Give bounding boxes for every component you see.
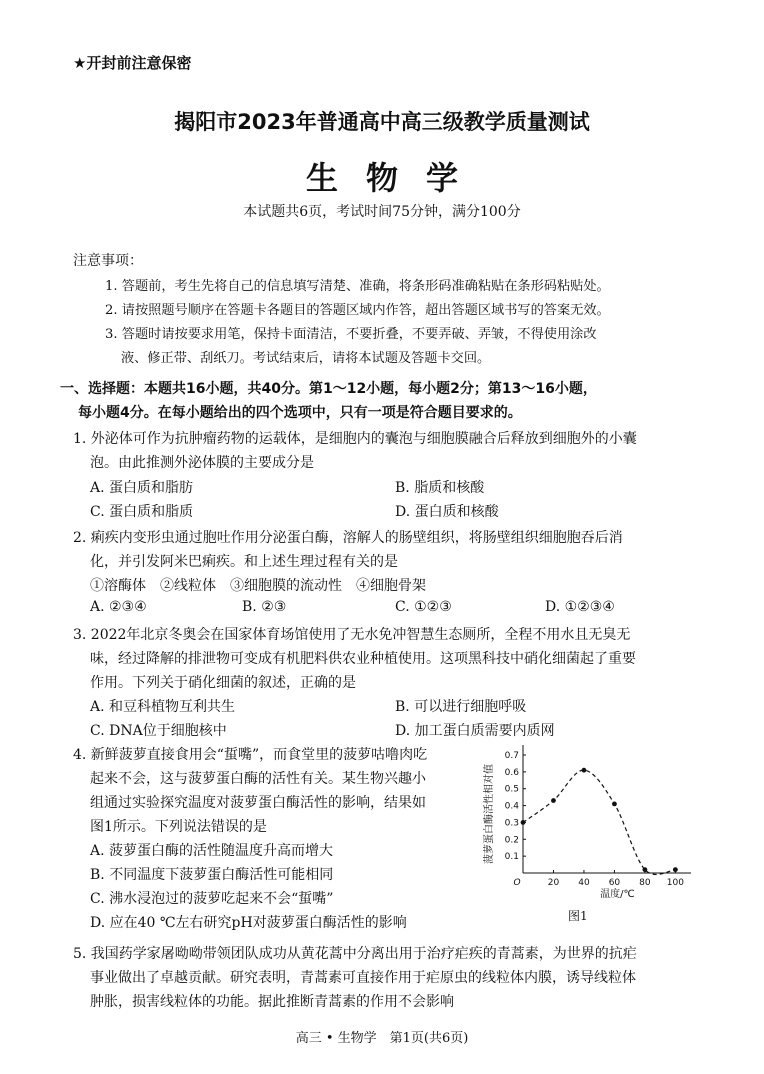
chart-series-line — [523, 770, 675, 874]
question-2-stem-cont: 化，并引发阿米巴痢疾。和上述生理过程有关的是 — [90, 554, 398, 570]
chart-data-point — [673, 867, 678, 872]
q2-option-d: D. ①②③④ — [545, 599, 615, 615]
chart-x-tick-label: 80 — [639, 878, 651, 888]
question-5-stem: 5. 我国药学家屠呦呦带领团队成功从黄花蒿中分离出用于治疗疟疾的青蒿素，为世界的抗疟 — [73, 946, 637, 962]
chart-x-tick-label: 20 — [547, 878, 560, 888]
chart-y-tick-label: 0.2 — [504, 835, 519, 846]
q2-option-b: B. ②③ — [242, 599, 287, 615]
note-1: 1. 答题前，考生先将自己的信息填写清楚、准确，将条形码准确粘贴在条形码粘贴处。 — [105, 279, 610, 294]
q2-option-a: A. ②③④ — [90, 599, 147, 615]
chart-y-axis-label: 菠萝蛋白酶活性相对值 — [484, 764, 495, 864]
q1-option-c: C. 蛋白质和脂质 — [90, 504, 194, 520]
exam-info: 本试题共6页，考试时间75分钟，满分100分 — [243, 204, 521, 220]
chart-y-tick-label: 0.7 — [504, 751, 519, 761]
chart-x-tick-label: 40 — [578, 878, 590, 888]
question-4-stem-cont-3: 图1所示。下列说法错误的是 — [90, 819, 267, 835]
q2-option-c: C. ①②③ — [395, 599, 452, 615]
question-4-stem-cont-2: 组通过实验探究温度对菠萝蛋白酶活性的影响，结果如 — [90, 795, 426, 811]
section-heading-cont: 每小题4分。在每小题给出的四个选项中，只有一项是符合题目要求的。 — [78, 405, 522, 421]
notes-title: 注意事项： — [73, 253, 143, 269]
figure-1-label: 图1 — [568, 909, 588, 923]
question-4-stem: 4. 新鲜菠萝直接食用会“蜇嘴”，而食堂里的菠萝咕噜肉吃 — [73, 747, 428, 763]
chart-data-point — [521, 820, 526, 825]
question-3-stem-cont-2: 作用。下列关于硝化细菌的叙述，正确的是 — [90, 675, 356, 691]
q3-option-a: A. 和豆科植物互利共生 — [90, 699, 236, 715]
q1-option-b: B. 脂质和核酸 — [395, 480, 485, 496]
chart-data-point — [612, 801, 617, 806]
exam-title: 揭阳市2023年普通高中高三级教学质量测试 — [174, 110, 590, 134]
enzyme-activity-chart — [478, 742, 698, 902]
q4-option-b: B. 不同温度下菠萝蛋白酶活性可能相同 — [90, 867, 334, 883]
q3-option-b: B. 可以进行细胞呼吸 — [395, 699, 527, 715]
q4-option-c: C. 沸水浸泡过的菠萝吃起来不会“蜇嘴” — [90, 891, 334, 907]
chart-y-tick-label: 0.1 — [504, 852, 519, 863]
question-3-stem: 3. 2022年北京冬奥会在国家体育场馆使用了无水免冲智慧生态厕所，全程不用水且无臭无 — [73, 627, 631, 643]
q1-option-a: A. 蛋白质和脂肪 — [90, 480, 194, 496]
q2-items: ①溶酶体 ②线粒体 ③细胞膜的流动性 ④细胞骨架 — [90, 578, 426, 594]
question-5-stem-cont-2: 肿胀，损害线粒体的功能。据此推断青蒿素的作用不会影响 — [90, 994, 454, 1010]
question-2-stem: 2. 痢疾内变形虫通过胞吐作用分泌蛋白酶，溶解人的肠壁组织，将肠壁组织细胞胞吞后消 — [73, 530, 623, 546]
confidential-notice: ★开封前注意保密 — [73, 54, 192, 72]
chart-y-tick-label: 0.5 — [504, 784, 519, 795]
question-1-stem: 1. 外泌体可作为抗肿瘤药物的运载体，是细胞内的囊泡与细胞膜融合后释放到细胞外的小囊 — [73, 431, 637, 447]
chart-data-point — [643, 867, 648, 872]
chart-data-point — [551, 798, 556, 803]
question-4-stem-cont-1: 起来不会，这与菠萝蛋白酶的活性有关。某生物兴趣小 — [90, 771, 426, 787]
q3-option-d: D. 加工蛋白质需要内质网 — [395, 723, 555, 739]
note-3: 3. 答题时请按要求用笔，保持卡面清洁，不要折叠，不要弄破、弄皱，不得使用涂改 — [105, 327, 597, 342]
chart-y-tick-label: 0.3 — [504, 818, 519, 829]
q1-option-d: D. 蛋白质和核酸 — [395, 504, 499, 520]
q4-option-a: A. 菠萝蛋白酶的活性随温度升高而增大 — [90, 843, 334, 859]
q3-option-c: C. DNA位于细胞核中 — [90, 723, 227, 739]
page-footer: 高三 • 生物学 第1页(共6页) — [295, 1031, 469, 1046]
chart-x-tick-label: O — [513, 878, 521, 888]
section-heading: 一、选择题：本题共16小题，共40分。第1～12小题，每小题2分；第13～16小题， — [60, 381, 597, 397]
chart-y-tick-label: 0.6 — [504, 767, 519, 778]
note-3-cont: 液、修正带、刮纸刀。考试结束后，请将本试题及答题卡交回。 — [121, 351, 491, 366]
chart-y-tick-label: 0.4 — [504, 801, 519, 812]
question-1-stem-cont: 泡。由此推测外泌体膜的主要成分是 — [90, 455, 314, 471]
question-5-stem-cont-1: 事业做出了卓越贡献。研究表明，青蒿素可直接作用于疟原虫的线粒体内膜，诱导线粒体 — [90, 970, 636, 986]
question-3-stem-cont-1: 味，经过降解的排泄物可变成有机肥料供农业种植使用。这项黑科技中硝化细菌起了重要 — [90, 651, 636, 667]
chart-x-axis-label: 温度/℃ — [600, 889, 635, 900]
q4-option-d: D. 应在40 ℃左右研究pH对菠萝蛋白酶活性的影响 — [90, 915, 407, 931]
chart-x-tick-label: 100 — [666, 878, 684, 888]
chart-data-point — [582, 768, 587, 773]
note-2: 2. 请按照题号顺序在答题卡各题目的答题区域内作答，超出答题区域书写的答案无效。 — [105, 303, 610, 318]
chart-x-tick-label: 60 — [608, 878, 621, 888]
subject-title: 生物学 — [305, 159, 486, 197]
